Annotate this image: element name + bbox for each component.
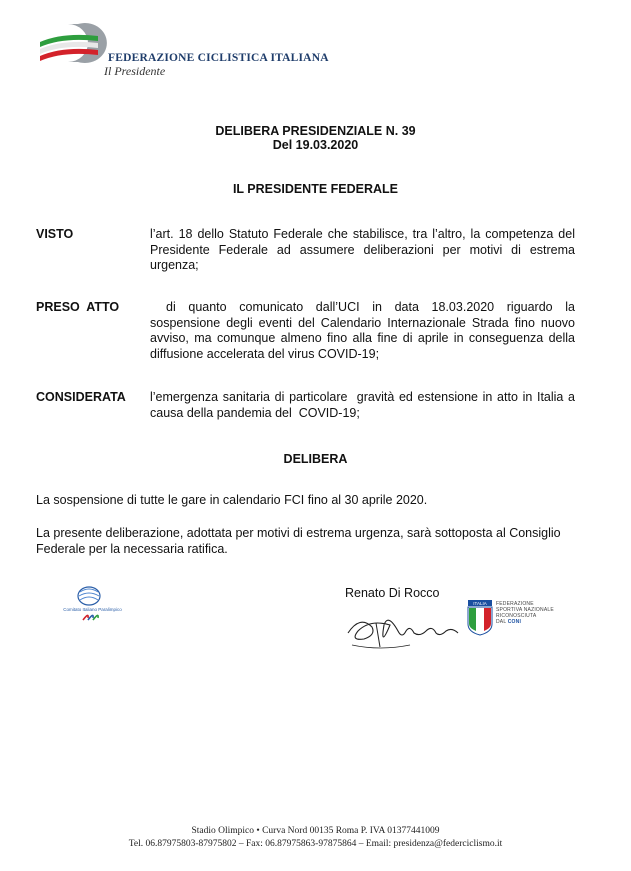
signature-icon: [340, 605, 470, 653]
para-visto: l’art. 18 dello Statuto Federale che stabilisce, tra l’altro, la competenza del Presidente Federale ad assumere deliberazioni per motivi di estrema urgenza;: [150, 227, 575, 272]
decision-text: La sospensione di tutte le gare in calendario FCI fino al 30 aprile 2020.: [36, 493, 428, 507]
footer-contacts: Tel. 06.87975803-87975802 – Fax: 06.87975863-97875864 – Email: presidenza@federciclismo.it: [128, 839, 503, 849]
label-preso-atto: PRESO ATTO: [36, 300, 120, 314]
federation-name: FEDERAZIONE CICLISTICA ITALIANA: [108, 52, 329, 64]
document-title: DELIBERA PRESIDENZIALE N. 39: [215, 124, 416, 138]
coni-line-2: SPORTIVA NAZIONALE: [496, 607, 554, 613]
coni-recognition-text: [496, 601, 566, 625]
signer-name: Renato Di Rocco: [345, 586, 440, 600]
header-subtitle: Il Presidente: [104, 64, 166, 78]
coni-line-3: RICONOSCIUTA: [496, 613, 537, 619]
italia-shield-icon: [467, 600, 493, 636]
coni-line-4: [496, 619, 566, 625]
coni-brand: CONI: [507, 619, 522, 625]
fci-logo-icon: [38, 22, 108, 64]
italia-label: ITALIA: [473, 601, 487, 606]
coni-line-1: FEDERAZIONE: [496, 601, 534, 607]
document-date: Del 19.03.2020: [272, 138, 359, 152]
delibera-heading: DELIBERA: [283, 452, 348, 466]
section-heading: IL PRESIDENTE FEDERALE: [232, 182, 399, 196]
coni-prefix: DAL: [496, 619, 507, 625]
label-visto: VISTO: [36, 227, 74, 241]
para-preso-atto: di quanto comunicato dall’UCI in data 18.03.2020 riguardo la sospensione degli eventi del Calendario Internazionale Strada fino nuovo avviso, ma comunque almeno fino alla fine di aprile in conseguenza della diffusione accelerata del virus COVID-19;: [150, 300, 575, 361]
para-considerata: l’emergenza sanitaria di particolare gravità ed estensione in atto in Italia a causa della pandemia del COVID-19;: [150, 390, 579, 420]
footer-address: Stadio Olimpico • Curva Nord 00135 Roma P. IVA 01377441009: [191, 826, 440, 836]
label-considerata: CONSIDERATA: [36, 390, 126, 404]
note-text: La presente deliberazione, adottata per motivi di estrema urgenza, sarà sottoposta al Consiglio Federale per la necessaria ratifica.: [36, 526, 561, 556]
cip-logo-text: Comitato Italiano Paralimpico: [63, 607, 122, 612]
